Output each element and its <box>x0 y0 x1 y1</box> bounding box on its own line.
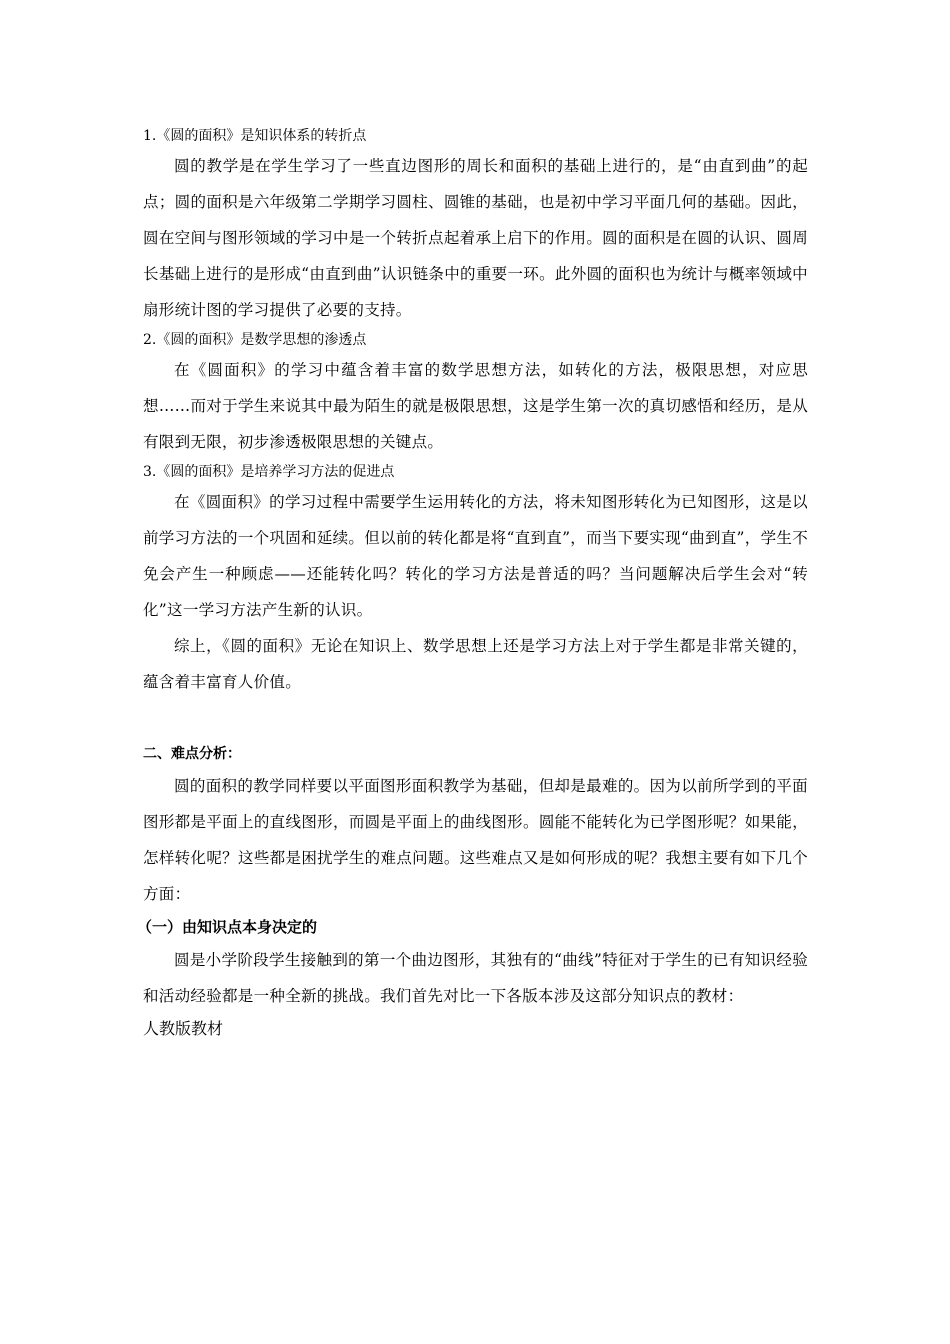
difficulty-paragraph: 圆的面积的教学同样要以平面图形面积教学为基础，但却是最难的。因为以前所学到的平面图形都是平面上的直线图形，而圆是平面上的曲线图形。圆能不能转化为已学图形呢？如果能，怎样转化呢？这些都是困扰学生的难点问题。这些难点又是如何形成的呢？我想主要有如下几个方面： <box>143 777 808 903</box>
summary-paragraph: 综上，《圆的面积》无论在知识上、数学思想上还是学习方法上对于学生都是非常关键的，蕴含着丰富育人价值。 <box>143 637 808 691</box>
point-3-heading: 3.《圆的面积》是培养学习方法的促进点 <box>143 464 395 480</box>
difficulty-section-title: 二、难点分析： <box>143 746 241 762</box>
point-2-paragraph: 在《圆面积》的学习中蕴含着丰富的数学思想方法，如转化的方法，极限思想，对应思想……而对于学生来说其中最为陌生的就是极限思想，这是学生第一次的真切感悟和经历，是从有限到无限，初步渗透极限思想的关键点。 <box>143 361 808 451</box>
point-1-heading: 1.《圆的面积》是知识体系的转折点 <box>143 128 367 144</box>
textbook-label: 人教版教材 <box>143 1019 224 1038</box>
subsection-1-title: （一）由知识点本身决定的 <box>137 918 318 936</box>
subsection-1-paragraph: 圆是小学阶段学生接触到的第一个曲边图形，其独有的“曲线”特征对于学生的已有知识经验和活动经验都是一种全新的挑战。我们首先对比一下各版本涉及这部分知识点的教材： <box>143 951 808 1005</box>
document-content <box>137 124 808 1044</box>
point-3-paragraph: 在《圆面积》的学习过程中需要学生运用转化的方法，将未知图形转化为已知图形，这是以前学习方法的一个巩固和延续。但以前的转化都是将“直到直”，而当下要实现“曲到直”，学生不免会产生一种顾虑——还能转化吗？转化的学习方法是普适的吗？当问题解决后学生会对“转化”这一学习方法产生新的认识。 <box>143 493 808 619</box>
point-1-paragraph: 圆的教学是在学生学习了一些直边图形的周长和面积的基础上进行的，是“由直到曲”的起点；圆的面积是六年级第二学期学习圆柱、圆锥的基础，也是初中学习平面几何的基础。因此，圆在空间与图形领域的学习中是一个转折点起着承上启下的作用。圆的面积是在圆的认识、圆周长基础上进行的是形成“由直到曲”认识链条中的重要一环。此外圆的面积也为统计与概率领域中扇形统计图的学习提供了必要的支持。 <box>143 157 808 319</box>
blank-line <box>143 700 808 740</box>
point-2-heading: 2.《圆的面积》是数学思想的渗透点 <box>143 332 367 348</box>
